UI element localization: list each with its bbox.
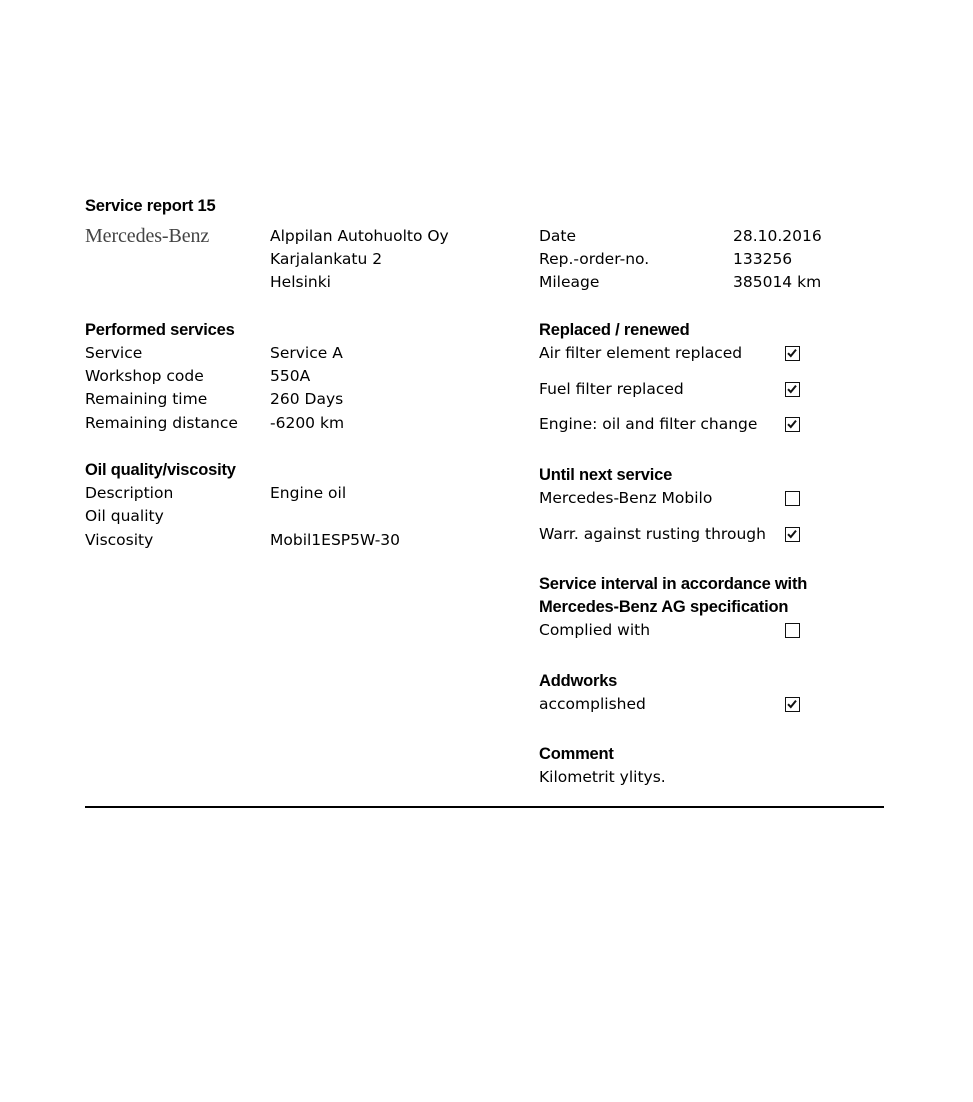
performed-value: 260 Days [270,390,344,408]
date-value: 28.10.2016 [733,227,822,245]
bottom-divider [85,806,884,808]
dealer-name: Alppilan Autohuolto Oy [270,227,449,245]
performed-label: Workshop code [85,367,204,385]
performed-label: Remaining distance [85,414,238,432]
performed-heading: Performed services [85,321,235,339]
oil-heading: Oil quality/viscosity [85,461,236,479]
next-service-heading: Until next service [539,466,673,484]
mileage-label: Mileage [539,273,600,291]
addworks-checkbox[interactable] [785,697,800,712]
checkmark-icon [787,384,797,394]
replaced-item-label: Fuel filter replaced [539,380,684,398]
oil-value: Engine oil [270,484,347,502]
checkmark-icon [787,419,797,429]
replaced-checkbox[interactable] [785,346,800,361]
oil-label: Description [85,484,174,502]
next-service-checkbox[interactable] [785,491,800,506]
comment-heading: Comment [539,745,614,763]
addworks-heading: Addworks [539,672,618,690]
replaced-heading: Replaced / renewed [539,321,690,339]
report-title: Service report 15 [85,197,216,215]
checkmark-icon [787,529,797,539]
mileage-value: 385014 km [733,273,822,291]
next-service-checkbox[interactable] [785,527,800,542]
checkmark-icon [787,699,797,709]
checkmark-icon [787,348,797,358]
replaced-item-label: Air filter element replaced [539,344,743,362]
interval-item-label: Complied with [539,621,651,639]
interval-checkbox[interactable] [785,623,800,638]
replaced-checkbox[interactable] [785,382,800,397]
performed-label: Service [85,344,143,362]
performed-value: -6200 km [270,414,345,432]
comment-text: Kilometrit ylitys. [539,768,666,786]
order-value: 133256 [733,250,793,268]
oil-label: Viscosity [85,531,154,549]
dealer-city: Helsinki [270,273,331,291]
interval-heading-line2: Mercedes-Benz AG specification [539,598,789,616]
date-label: Date [539,227,577,245]
performed-label: Remaining time [85,390,208,408]
oil-value: Mobil1ESP5W-30 [270,531,401,549]
performed-value: Service A [270,344,343,362]
brand-logo: Mercedes-Benz [85,225,210,247]
next-service-item-label: Warr. against rusting through [539,525,766,543]
next-service-item-label: Mercedes-Benz Mobilo [539,489,713,507]
replaced-item-label: Engine: oil and filter change [539,415,758,433]
interval-heading: Service interval in accordance with [539,575,808,593]
performed-value: 550A [270,367,311,385]
dealer-street: Karjalankatu 2 [270,250,383,268]
oil-label: Oil quality [85,507,164,525]
order-label: Rep.-order-no. [539,250,650,268]
addworks-item-label: accomplished [539,695,646,713]
replaced-checkbox[interactable] [785,417,800,432]
